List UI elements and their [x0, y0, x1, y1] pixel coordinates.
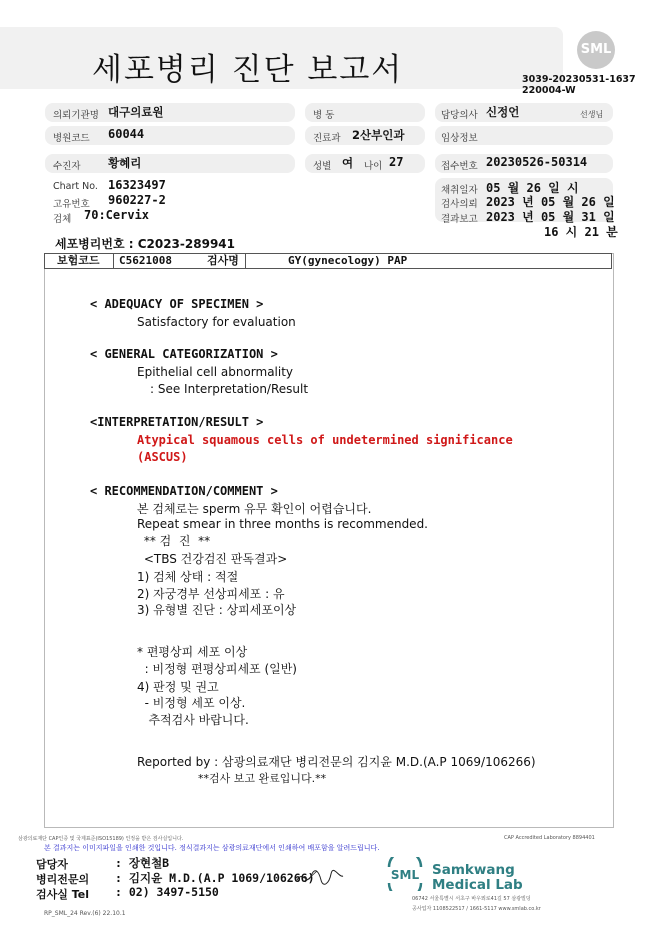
accession-value: 20230526-50314 [486, 155, 588, 169]
reported-by: Reported by : 삼광의료재단 병리전문의 김지윤 M.D.(A.P 1069/106266) [137, 755, 536, 769]
brand-logo-text: SML [390, 868, 420, 882]
hosp-code-value: 60044 [108, 127, 145, 141]
doctor-value: 신정언 [486, 105, 520, 119]
result-time: 16 시 21 분 [544, 225, 618, 239]
dept-value: 2산부인과 [352, 128, 405, 142]
code-bar-divider [245, 254, 246, 268]
patient-label: 수진자 [53, 161, 81, 172]
accreditation-note: 삼광의료재단 CAP인증 및 국제표준(ISO15189) 인정을 받은 검사실입니다. [18, 836, 184, 842]
recommendation-line: : 비정형 편평상피세포 (일반) [137, 662, 297, 676]
recommendation-line: - 비정형 세포 이상. [137, 696, 246, 710]
recommendation-line: Repeat smear in three months is recommended. [137, 517, 428, 531]
document-number-line2: 220004-W [522, 85, 576, 96]
recommendation-line: 1) 검체 상태 : 적절 [137, 570, 239, 584]
test-name-label: 검사명 [207, 254, 239, 267]
sml-logo-icon: SML [577, 31, 615, 69]
hosp-code-label: 병원코드 [53, 133, 90, 144]
footer-person-label: 담당자 [36, 858, 68, 871]
ward-label: 병 동 [313, 110, 335, 121]
doctor-suffix: 선생님 [580, 110, 604, 119]
result-value: 2023 년 05 월 31 일 [486, 210, 615, 224]
recommendation-line: 2) 자궁경부 선상피세포 : 유 [137, 587, 285, 601]
dept-label: 진료과 [313, 133, 341, 144]
specimen-value: 70:Cervix [84, 208, 150, 222]
recommendation-line: 4) 판정 및 권고 [137, 680, 219, 694]
age-value: 27 [389, 155, 404, 169]
chart-label: Chart No. [53, 181, 98, 192]
brand-name-line2: Medical Lab [432, 877, 523, 893]
footer-pathologist-label: 병리전문의 [36, 873, 90, 886]
interpretation-text-1: Atypical squamous cells of undetermined significance [137, 433, 513, 447]
brand-address-line2: 공사업자 1108522517 / 1661-5117 www.smlab.co.kr [412, 906, 541, 912]
id-value: 960227-2 [108, 193, 166, 207]
recommendation-line: 본 검체로는 sperm 유무 확인이 어렵습니다. [137, 502, 372, 516]
inst-label: 의뢰기관명 [53, 110, 99, 121]
brand-address-line1: 06742 서울특별시 서초구 바우뫼로41길 57 삼광빌딩 [412, 896, 531, 902]
report-title: 세포병리 진단 보고서 [92, 52, 404, 88]
interpretation-heading: <INTERPRETATION/RESULT > [90, 415, 264, 429]
sex-value: 여 [342, 156, 354, 170]
insurance-code-label: 보험코드 [57, 254, 100, 267]
brand-name-line1: Samkwang [432, 862, 515, 878]
document-number-line1: 3039-20230531-1637 [522, 74, 636, 85]
signature-icon [295, 866, 345, 888]
id-label: 고유번호 [53, 199, 90, 210]
inst-value: 대구의료원 [108, 105, 164, 119]
request-label: 검사의뢰 [441, 199, 478, 210]
pill-patient [45, 154, 295, 173]
general-heading: < GENERAL CATEGORIZATION > [90, 347, 278, 361]
adequacy-text: Satisfactory for evaluation [137, 315, 296, 329]
footer-tel-value: : 02) 3497-5150 [115, 885, 219, 899]
footer-pathologist-value: : 김지윤 M.D.(A.P 1069/106266) [115, 871, 315, 885]
recommendation-heading: < RECOMMENDATION/COMMENT > [90, 484, 278, 498]
specimen-label: 검체 [53, 214, 72, 225]
general-text-2: : See Interpretation/Result [150, 382, 309, 396]
recommendation-line: ** 검 진 ** [140, 534, 211, 548]
accession-label: 접수번호 [441, 161, 478, 172]
report-body [44, 253, 614, 828]
pathology-number: 세포병리번호 : C2023-289941 [55, 237, 235, 251]
result-label: 결과보고 [441, 214, 478, 225]
request-value: 2023 년 05 월 26 일 [486, 195, 615, 209]
sml-brand-logo-icon [385, 857, 425, 891]
doctor-label: 담당의사 [441, 110, 478, 121]
cap-note: CAP Accredited Laboratory 8894401 [504, 835, 595, 841]
chart-value: 16323497 [108, 178, 166, 192]
document-number [522, 74, 636, 96]
report-complete: **검사 보고 완료입니다.** [198, 772, 327, 785]
collect-value: 05 월 26 일 시 [486, 181, 579, 195]
footer-person-value: : 장현철B [115, 856, 170, 870]
insurance-code-value: C5621008 [119, 254, 172, 267]
general-text-1: Epithelial cell abnormality [137, 365, 294, 379]
code-bar [44, 253, 612, 269]
collect-label: 채취일자 [441, 185, 478, 196]
adequacy-heading: < ADEQUACY OF SPECIMEN > [90, 297, 264, 311]
recommendation-line: 3) 유형별 진단 : 상피세포이상 [137, 603, 297, 617]
recommendation-line: * 편평상피 세포 이상 [137, 645, 248, 659]
patient-value: 황혜리 [108, 156, 142, 170]
code-bar-divider [113, 254, 114, 268]
recommendation-line: <TBS 건강검진 판독결과> [140, 552, 288, 566]
age-label: 나이 [364, 161, 383, 172]
print-notice: 본 결과지는 이미지파일을 인쇄한 것입니다. 정식결과지는 삼광의료재단에서 인쇄하여 배포함을 알려드립니다. [44, 844, 380, 852]
clinical-label: 임상정보 [441, 133, 478, 144]
test-name-value: GY(gynecology) PAP [288, 254, 408, 267]
recommendation-line: 추적검사 바랍니다. [137, 713, 249, 727]
sex-label: 성별 [313, 161, 332, 172]
footer-tel-label: 검사실 Tel [36, 888, 89, 901]
interpretation-text-2: (ASCUS) [137, 450, 188, 464]
form-code: RP_SML_24 Rev.(6) 22.10.1 [44, 910, 126, 917]
